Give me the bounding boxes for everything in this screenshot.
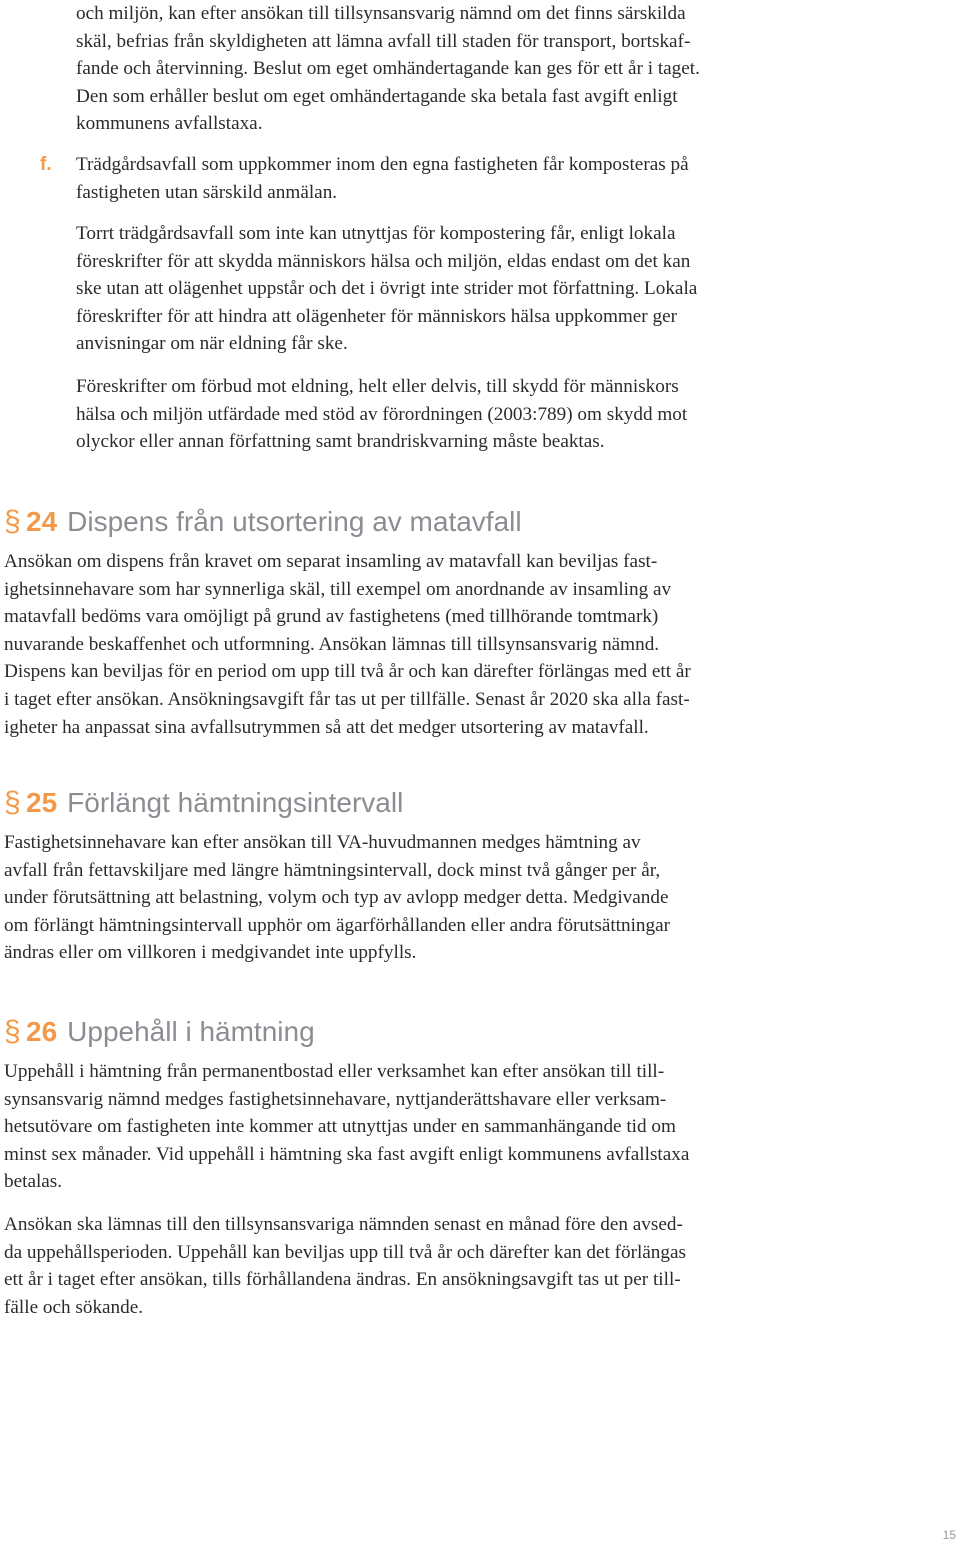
text-line: Ansökan om dispens från kravet om separat insamling av matavfall kan beviljas fast-: [4, 551, 658, 572]
section-number: 26: [26, 1016, 58, 1047]
section-heading: [4, 1010, 864, 1054]
section-body-second-paragraph: [4, 1211, 864, 1321]
text-line: fande och återvinning. Beslut om eget omhändertagande kan ges för ett år i taget.: [76, 58, 700, 80]
text-line: om förlängt hämtningsintervall upphör om ägarförhållanden eller andra förutsättningar: [4, 914, 671, 936]
text-line: anvisningar om när eldning får ske.: [76, 333, 348, 355]
section-number: 25: [26, 787, 58, 818]
text-line: da uppehållsperioden. Uppehåll kan beviljas upp till två år och därefter kan det förlängas: [4, 1241, 686, 1263]
paragraph-sign-icon: §: [4, 505, 21, 538]
text-line: Trädgårdsavfall som uppkommer inom den egna fastigheten får komposteras på: [76, 154, 689, 175]
text-line: i taget efter ansökan. Ansökningsavgift får tas ut per tillfälle. Senast år 2020 ska alla fast-: [4, 688, 690, 710]
text-line: Torrt trädgårdsavfall som inte kan utnyttjas för kompostering får, enligt lokala: [76, 223, 676, 244]
text-line: under förutsättning att belastning, volym och typ av avlopp medger detta. Medgivande: [4, 887, 669, 909]
text-line: hetsutövare om fastigheten inte kommer att utnyttjas under en sammanhängande tid om: [4, 1116, 676, 1138]
section-title: Dispens från utsortering av matavfall: [67, 506, 522, 537]
text-line: skäl, befrias från skyldigheten att lämna avfall till staden för transport, bortskaf-: [76, 30, 691, 52]
section-25: [4, 781, 864, 967]
text-line: Ansökan ska lämnas till den tillsynsansvariga nämnden senast en månad före den avsed-: [4, 1213, 683, 1235]
text-line: Uppehåll i hämtning från permanentbostad eller verksamhet kan efter ansökan till till-: [4, 1061, 665, 1082]
text-line: föreskrifter för att skydda människors hälsa och miljön, eldas endast om det kan: [76, 250, 691, 272]
text-line: ett år i taget efter ansökan, tills förhållandena ändras. En ansökningsavgift tas ut per till-: [4, 1269, 681, 1291]
text-line: ske utan att olägenhet uppstår och det i övrigt inte strider mot författning. Lokala: [76, 278, 698, 300]
text-line: olyckor eller annan författning samt brandriskvarning måste beaktas.: [76, 431, 605, 453]
text-line: hälsa och miljön utfärdade med stöd av förordningen (2003:789) om skydd mot: [76, 403, 688, 425]
text-line: ighetsinnehavare som har synnerliga skäl, till exempel om anordnande av insamling av: [4, 578, 672, 600]
section-heading: [4, 781, 864, 825]
section-body: [4, 1058, 864, 1196]
section-heading: [4, 500, 864, 544]
text-line: Föreskrifter om förbud mot eldning, helt eller delvis, till skydd för människors: [76, 376, 679, 397]
text-line: betalas.: [4, 1171, 63, 1193]
text-line: Dispens kan beviljas för en period om upp till två år och kan därefter förlängas med ett år: [4, 661, 691, 683]
text-line: ändras eller om villkoren i medgivandet inte uppfylls.: [4, 942, 417, 964]
text-line: minst sex månader. Vid uppehåll i hämtning ska fast avgift enligt kommunens avfallstaxa: [4, 1143, 690, 1165]
text-line: Fastighetsinnehavare kan efter ansökan till VA-huvudmannen medges hämtning av: [4, 832, 641, 853]
paragraph-sign-icon: §: [4, 786, 21, 819]
text-line: nuvarande beskaffenhet och utformning. Ansökan lämnas till tillsynsansvarig nämnd.: [4, 633, 660, 655]
section-body: [4, 829, 864, 967]
section-title: Uppehåll i hämtning: [67, 1016, 315, 1047]
paragraph-foreskrifter: [76, 373, 846, 456]
section-title: Förlängt hämtningsintervall: [67, 787, 404, 818]
text-line: igheter ha anpassat sina avfallsutrymmen så att det medger utsortering av matavfall.: [4, 716, 649, 738]
text-line: och miljön, kan efter ansökan till tillsynsansvarig nämnd om det finns särskilda: [76, 3, 686, 24]
text-line: synsansvarig nämnd medges fastighetsinnehavare, nyttjanderättshavare eller verksam-: [4, 1088, 667, 1110]
section-24: [4, 500, 864, 741]
text-line: matavfall bedöms vara omöjligt på grund av fastighetens (med tillhörande tomtmark): [4, 606, 659, 628]
section-number: 24: [26, 506, 58, 537]
section-26: [4, 1010, 864, 1321]
text-line: kommunens avfallstaxa.: [76, 113, 263, 135]
paragraph-sign-icon: §: [4, 1015, 21, 1048]
section-body: [4, 548, 864, 741]
text-line: avfall från fettavskiljare med längre hämtningsintervall, dock minst två gånger per år,: [4, 859, 661, 881]
text-line: fälle och sökande.: [4, 1296, 144, 1318]
text-line: Den som erhåller beslut om eget omhändertagande ska betala fast avgift enligt: [76, 85, 678, 107]
paragraph-torrt: [76, 220, 846, 358]
page-number: 15: [942, 1528, 956, 1542]
text-line: fastigheten utan särskild anmälan.: [76, 181, 338, 203]
text-line: föreskrifter för att hindra att olägenheter för människors hälsa uppkommer ger: [76, 305, 677, 327]
intro-paragraph: [76, 0, 846, 138]
list-marker: f.: [40, 154, 52, 175]
